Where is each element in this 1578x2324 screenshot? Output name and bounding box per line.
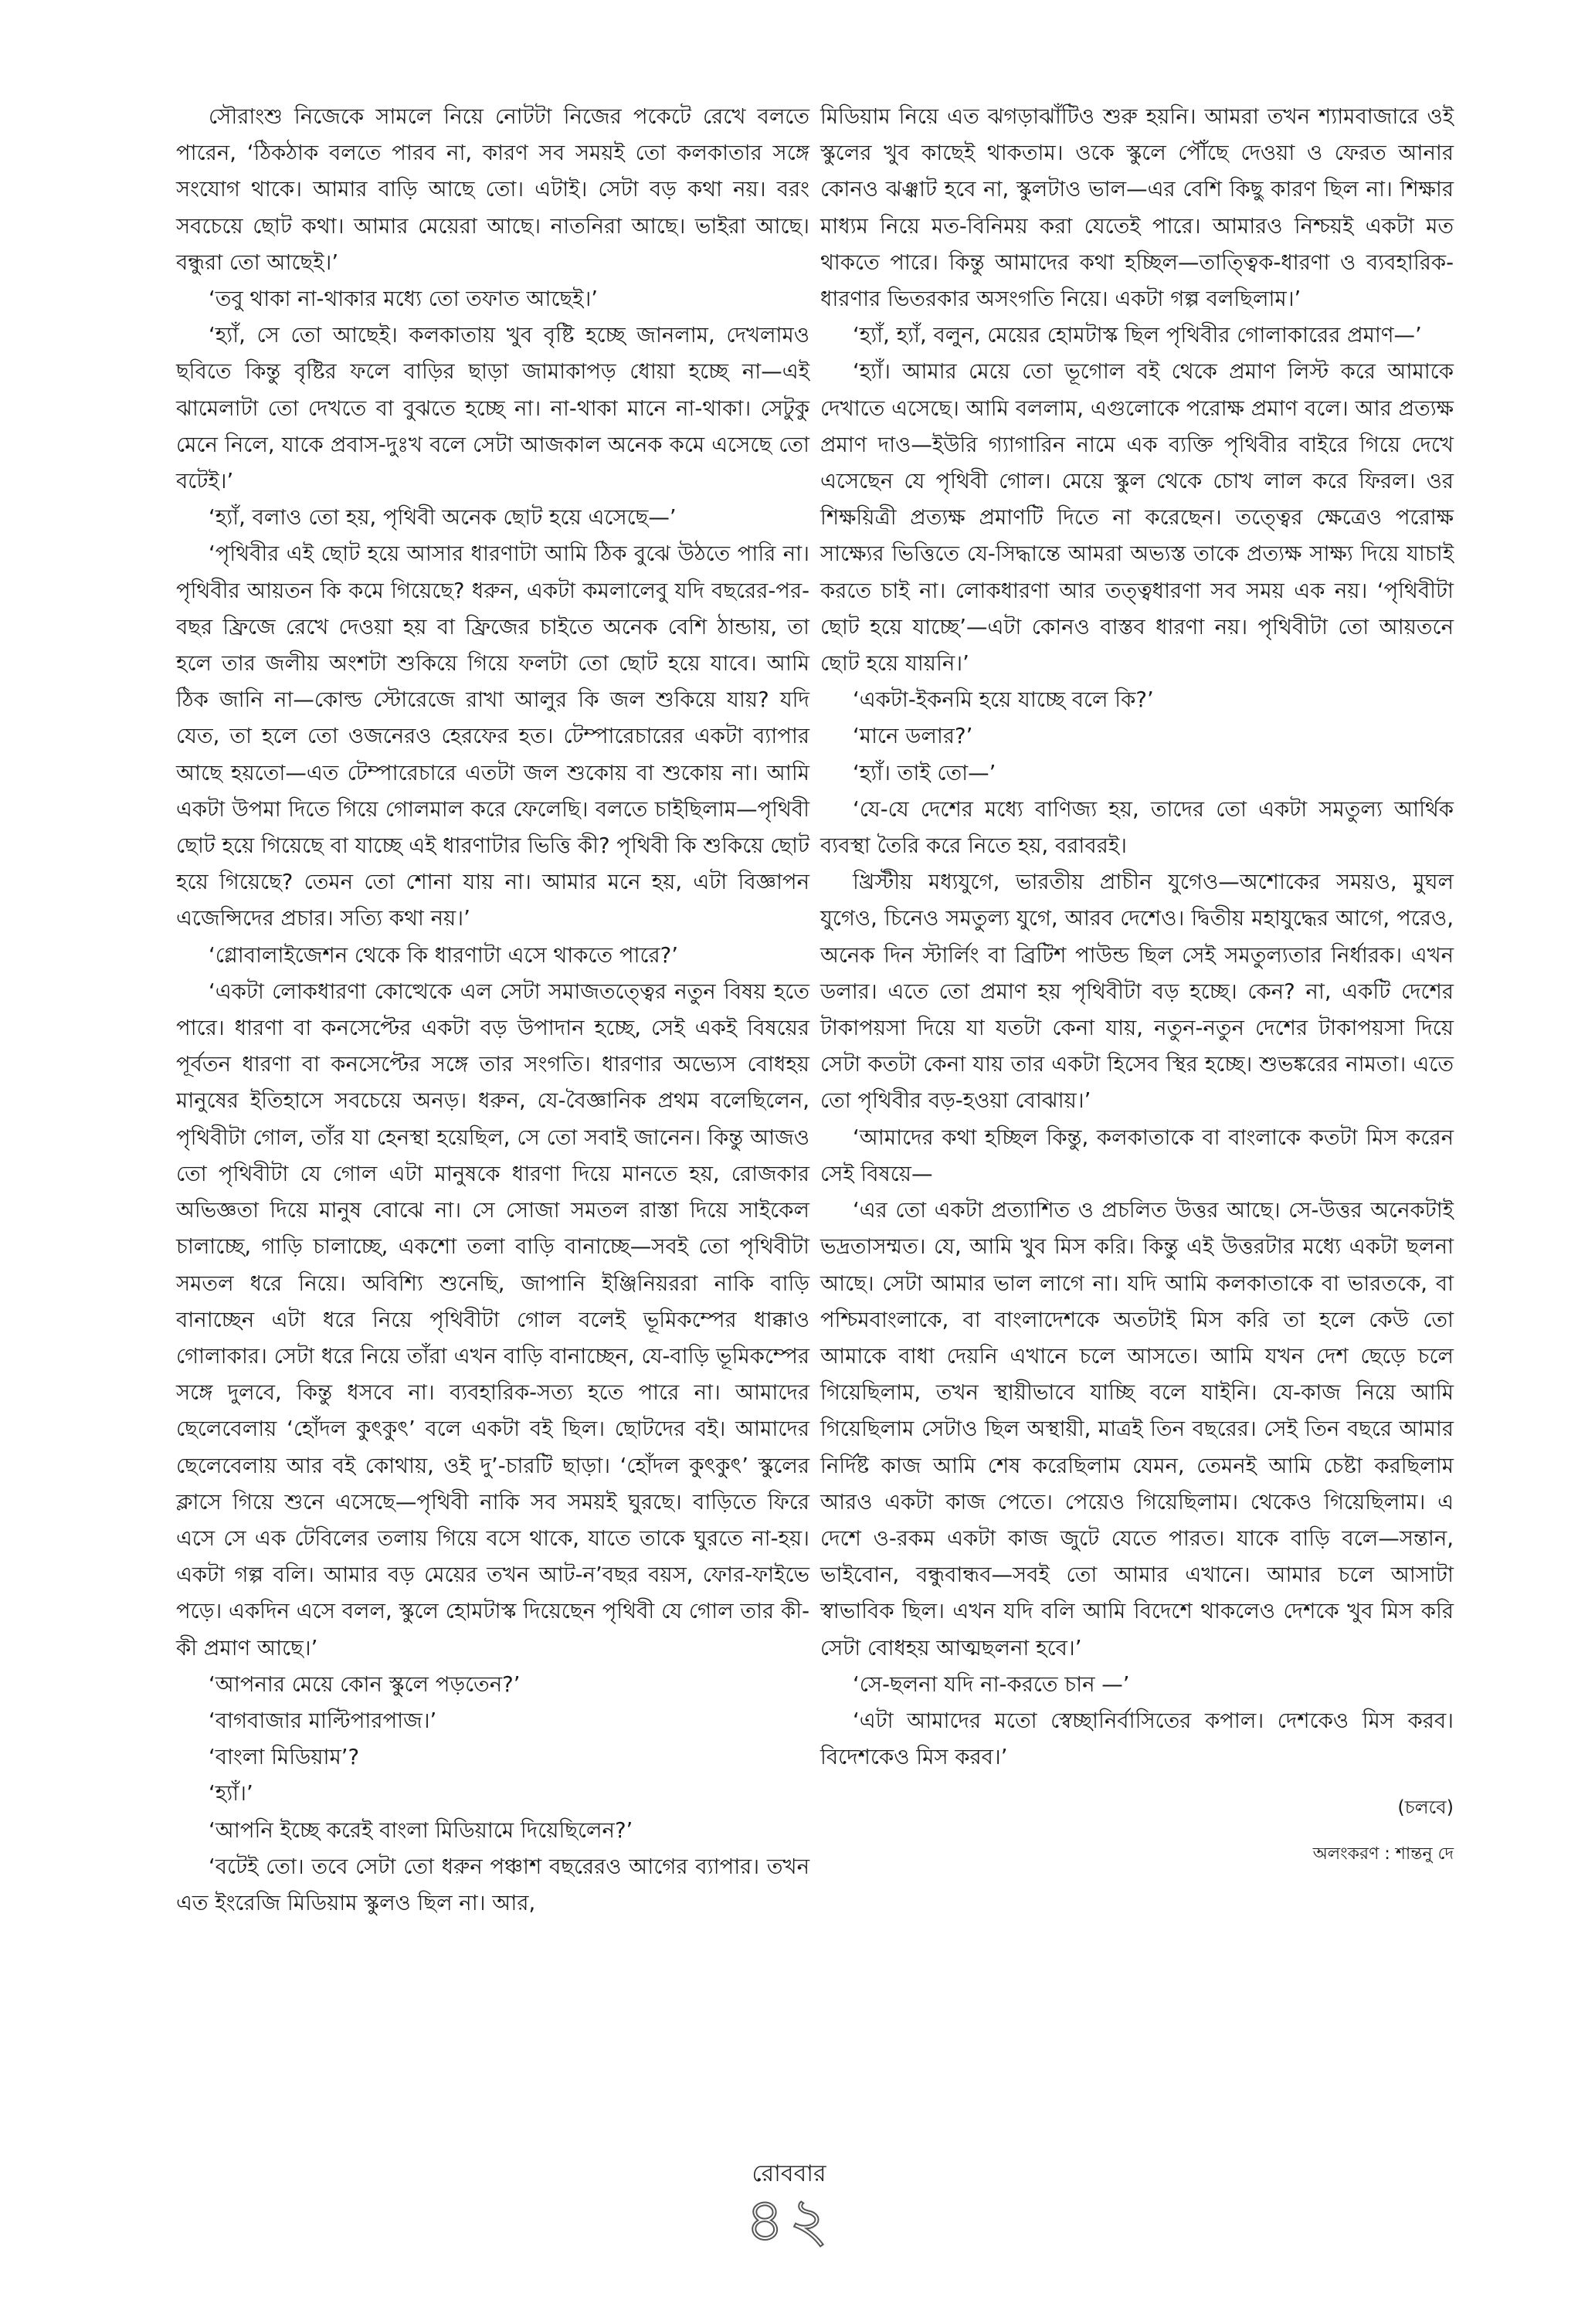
paragraph: ‘একটা লোকধারণা কোত্থেকে এল সেটা সমাজতত্ত্বের নতুন বিষয় হতে পারে। ধারণা বা কনসেপ্টের একটা বড় উপাদান হচ্ছে, সেই একই বিষয়ের পূর্বতন ধারণা বা কনসেপ্টের সঙ্গে তার সংগতি। ধারণার অভ্যেস বোধহয় মানুষের ইতিহাসে সবচেয়ে অনড়। ধরুন, যে-বৈজ্ঞানিক প্রথম বলেছিলেন, পৃথিবীটা গোল, তাঁর যা হেনস্থা হয়েছিল, সে তো সবাই জানেন। কিন্তু আজও তো পৃথিবীটা যে গোল এটা মানুষকে ধারণা দিয়ে মানতে হয়, রোজকার অভিজ্ঞতা দিয়ে মানুষ বোঝে না। সে সোজা সমতল রাস্তা দিয়ে সাইকেল চালাচ্ছে, গাড়ি চালাচ্ছে, একশো তলা বাড়ি বানাচ্ছে—সবই তো পৃথিবীটা সমতল ধরে নিয়ে। অবিশ্যি শুনেছি, জাপানি ইঞ্জিনিয়ররা নাকি বাড়ি বানাচ্ছেন এটা ধরে নিয়ে পৃথিবীটা গোল বলেই ভূমিকম্পের ধাক্কাও গোলাকার। সেটা ধরে নিয়ে তাঁরা এখন বাড়ি বানাচ্ছেন, যে-বাড়ি ভূমিকম্পের সঙ্গে দুলবে, কিন্তু ধসবে না। ব্যবহারিক-সত্য হতে পারে না। আমাদের ছেলেবেলায় ‘হোঁদল কুৎকুৎ’ বলে একটা বই ছিল। ছোটদের বই। আমাদের ছেলেবেলায় আর বই কোথায়, ওই দু’-চারটি ছাড়া। ‘হোঁদল কুৎকুৎ’ স্কুলের ক্লাসে গিয়ে শুনে এসেছে—পৃথিবী নাকি সব সময়ই ঘুরছে। বাড়িতে ফিরে এসে সে এক টেবিলের তলায় গিয়ে বসে থাকে, যাতে তাকে ঘুরতে না-হয়। একটা গল্প বলি। আমার বড় মেয়ের তখন আট-ন’বছর বয়স, ফোর-ফাইভে পড়ে। একদিন এসে বলল, স্কুলে হোমটাস্ক দিয়েছেন পৃথিবী যে গোল তার কী-কী প্রমাণ আছে।’ xyxy=(176,979,809,1661)
paragraph: ‘বাগবাজার মাল্টিপারপাজ।’ xyxy=(209,1708,437,1733)
paragraph: ‘হ্যাঁ, সে তো আছেই। কলকাতায় খুব বৃষ্টি হচ্ছে জানলাম, দেখলামও ছবিতে কিন্তু বৃষ্টির ফলে বাড়ির ছাড়া জামাকাপড় ধোয়া হচ্ছে না—এই ঝামেলাটা তো দেখতে বা বুঝতে হচ্ছে না। না-থাকা মানে না-থাকা। সেটুকু মেনে নিলে, যাকে প্রবাস-দুঃখ বলে সেটা আজকাল অনেক কমে এসেছে তো বটেই।’ xyxy=(176,323,809,494)
paragraph: ‘হ্যাঁ, হ্যাঁ, বলুন, মেয়ের হোমটাস্ক ছিল পৃথিবীর গোলাকারের প্রমাণ—’ xyxy=(853,323,1422,348)
page-number: ৪২ xyxy=(745,2186,833,2255)
paragraph: ‘আপনি ইচ্ছে করেই বাংলা মিডিয়ামে দিয়েছিলেন?’ xyxy=(209,1817,633,1843)
paragraph: ‘সে-ছলনা যদি না-করতে চান —’ xyxy=(853,1671,1130,1697)
right-paragraphs xyxy=(820,317,1454,1776)
paragraph: ‘বাংলা মিডিয়াম’? xyxy=(209,1745,360,1770)
paragraph: ‘এর তো একটা প্রত্যাশিত ও প্রচলিত উত্তর আছে। সে-উত্তর অনেকটাই ভদ্রতাসম্মত। যে, আমি খুব মিস করি। কিন্তু এই উত্তরটার মধ্যে একটা ছলনা আছে। সেটা আমার ভাল লাগে না। যদি আমি কলকাতাকে বা ভারতকে, বা পশ্চিমবাংলাকে, বা বাংলাদেশকে অতটাই মিস করি তা হলে কেউ তো আমাকে বাধা দেয়নি এখানে চলে আসতে। আমি যখন দেশ ছেড়ে চলে গিয়েছিলাম, তখন স্থায়ীভাবে যাচ্ছি বলে যাইনি। যে-কাজ নিয়ে আমি গিয়েছিলাম সেটাও ছিল অস্থায়ী, মাত্রই তিন বছরের। সেই তিন বছরে আমার নির্দিষ্ট কাজ আমি শেষ করেছিলাম যেমন, তেমনই আমি চেষ্টা করছিলাম আরও একটা কাজ পেতে। পেয়েও গিয়েছিলাম। থেকেও গিয়েছিলাম। এ দেশে ও-রকম একটা কাজ জুটে যেতে পারত। যাকে বাড়ি বলে—সন্তান, ভাইবোন, বন্ধুবান্ধব—সবই তো আমার এখানে। আমার চলে আসাটা স্বাভাবিক ছিল। এখন যদি বলি আমি বিদেশে থাকলেও দেশকে খুব মিস করি সেটা বোধহয় আত্মছলনা হবে।’ xyxy=(820,1198,1454,1661)
paragraph: ‘তবু থাকা না-থাকার মধ্যে তো তফাত আছেই।’ xyxy=(209,287,599,312)
paragraph: ‘হ্যাঁ। আমার মেয়ে তো ভূগোল বই থেকে প্রমাণ লিস্ট করে আমাকে দেখাতে এসেছে। আমি বললাম, এগুলোকে পরোক্ষ প্রমাণ বলে। আর প্রত্যক্ষ প্রমাণ দাও—ইউরি গ্যাগারিন নামে এক ব্যক্তি পৃথিবীর বাইরে গিয়ে দেখে এসেছেন যে পৃথিবী গোল। মেয়ে স্কুল থেকে চোখ লাল করে ফিরল। ওর শিক্ষয়িত্রী প্রত্যক্ষ প্রমাণটি দিতে না করেছেন। তত্ত্বের ক্ষেত্রেও পরোক্ষ সাক্ষ্যের ভিত্তিতে যে-সিদ্ধান্তে আমরা অভ্যস্ত তাকে প্রত্যক্ষ সাক্ষ্য দিয়ে যাচাই করতে চাই না। লোকধারণা আর তত্ত্বধারণা সব সময় এক নয়। ‘পৃথিবীটা ছোট হয়ে যাচ্ছে’—এটা কোনও বাস্তব ধারণা নয়। পৃথিবীটা তো আয়তনে ছোট হয়ে যায়নি।’ xyxy=(820,359,1454,677)
paragraph: ‘একটা-ইকনমি হয়ে যাচ্ছে বলে কি?’ xyxy=(853,687,1154,713)
paragraph: খ্রিস্টীয় মধ্যযুগে, ভারতীয় প্রাচীন যুগেও—অশোকের সময়ও, মুঘল যুগেও, চিনেও সমতুল্য যুগে, আরব দেশেও। দ্বিতীয় মহাযুদ্ধের আগে, পরেও, অনেক দিন স্টার্লিং বা ব্রিটিশ পাউন্ড ছিল সেই সমতুল্যতার নির্ধারক। এখন ডলার। এতে তো প্রমাণ হয় পৃথিবীটা বড় হচ্ছে। কেন? না, একটি দেশের টাকাপয়সা দিয়ে যা যতটা কেনা যায়, নতুন-নতুন দেশের টাকাপয়সা দিয়ে সেটা কতটা কেনা যায় তার একটা হিসেব স্থির হচ্ছে। শুভঙ্করের নামতা। এতে তো পৃথিবীর বড়-হওয়া বোঝায়।’ xyxy=(820,870,1454,1114)
page-footer xyxy=(0,2159,1578,2255)
paragraph: ‘এটা আমাদের মতো স্বেচ্ছানির্বাসিতের কপাল। দেশকেও মিস করব। বিদেশকেও মিস করব।’ xyxy=(820,1708,1454,1770)
paragraph: ‘আপনার মেয়ে কোন স্কুলে পড়তেন?’ xyxy=(209,1671,521,1697)
paragraph: ‘যে-যে দেশের মধ্যে বাণিজ্য হয়, তাদের তো একটা সমতুল্য আর্থিক ব্যবস্থা তৈরি করে নিতে হয়, বরাবরই। xyxy=(820,796,1454,859)
illustration-credit: অলংকরণ : শান্তনু দে xyxy=(1312,1844,1454,1864)
paragraph: ‘বটেই তো। তবে সেটা তো ধরুন পঞ্চাশ বছরেরও আগের ব্যাপার। তখন এত ইংরেজি মিডিয়াম স্কুলও ছিল না। আর, xyxy=(176,1854,809,1915)
magazine-title: রোববার xyxy=(752,2160,826,2187)
left-column xyxy=(176,99,809,1922)
right-column xyxy=(820,99,1454,1872)
paragraph: ‘পৃথিবীর এই ছোট হয়ে আসার ধারণাটা আমি ঠিক বুঝে উঠতে পারি না। পৃথিবীর আয়তন কি কমে গিয়েছে? ধরুন, একটা কমলালেবু যদি বছরের-পর-বছর ফ্রিজে রেখে দেওয়া হয় বা ফ্রিজের চাইতে অনেক বেশি ঠান্ডায়, তা হলে তার জলীয় অংশটা শুকিয়ে গিয়ে ফলটা তো ছোট হয়ে যাবে। আমি ঠিক জানি না—কোল্ড স্টোরেজে রাখা আলুর কি জল শুকিয়ে যায়? যদি যেত, তা হলে তো ওজনেরও হেরফের হত। টেম্পারেচারের একটা ব্যাপার আছে হয়তো—এত টেম্পারেচারে এতটা জল শুকোয় বা শুকোয় না। আমি একটা উপমা দিতে গিয়ে গোলমাল করে ফেলেছি। বলতে চাইছিলাম—পৃথিবী ছোট হয়ে গিয়েছে বা যাচ্ছে এই ধারণাটার ভিত্তি কী? পৃথিবী কি শুকিয়ে ছোট হয়ে গিয়েছে? তেমন তো শোনা যায় না। আমার মনে হয়, এটা বিজ্ঞাপন এজেন্সিদের প্রচার। সত্যি কথা নয়।’ xyxy=(176,541,809,931)
paragraph: ‘আমাদের কথা হচ্ছিল কিন্তু, কলকাতাকে বা বাংলাকে কতটা মিস করেন সেই বিষয়ে— xyxy=(820,1125,1454,1186)
paragraph: ‘গ্লোবালাইজেশন থেকে কি ধারণাটা এসে থাকতে পারে?’ xyxy=(209,942,678,968)
continued-paragraph: মিডিয়াম নিয়ে এত ঝগড়াঝাঁটিও শুরু হয়নি। আমরা তখন শ্যামবাজারে ওই স্কুলের খুব কাছেই থাকতাম। ওকে স্কুলে পৌঁছে দেওয়া ও ফেরত আনার কোনও ঝঞ্ঝাট হবে না, স্কুলটাও ভাল—এর বেশি কিছু কারণ ছিল না। শিক্ষার মাধ্যম নিয়ে মত-বিনিময় করা যেতেই পারে। আমারও নিশ্চয়ই একটা মত থাকতে পারে। কিন্তু আমাদের কথা হচ্ছিল—তাত্ত্বিক-ধারণা ও ব্যবহারিক-ধারণার ভিতরকার অসংগতি নিয়ে। একটা গল্প বলছিলাম।’ xyxy=(820,104,1454,312)
paragraph: ‘হ্যাঁ, বলাও তো হয়, পৃথিবী অনেক ছোট হয়ে এসেছে—’ xyxy=(209,505,677,531)
paragraph: সৌরাংশু নিজেকে সামলে নিয়ে নোটটা নিজের পকেটে রেখে বলতে পারেন, ‘ঠিকঠাক বলতে পারব না, কারণ সব সময়ই তো কলকাতার সঙ্গে সংযোগ থাকে। আমার বাড়ি আছে তো। এটাই। সেটা বড় কথা নয়। বরং সবচেয়ে ছোট কথা। আমার মেয়েরা আছে। নাতনিরা আছে। ভাইরা আছে। বন্ধুরা তো আছেই।’ xyxy=(176,104,809,275)
paragraph: ‘মানে ডলার?’ xyxy=(853,724,973,749)
continued-note: (চলবে) xyxy=(1397,1796,1454,1819)
paragraph: ‘হ্যাঁ।’ xyxy=(209,1781,253,1807)
paragraph: ‘হ্যাঁ। তাই তো—’ xyxy=(853,760,996,785)
